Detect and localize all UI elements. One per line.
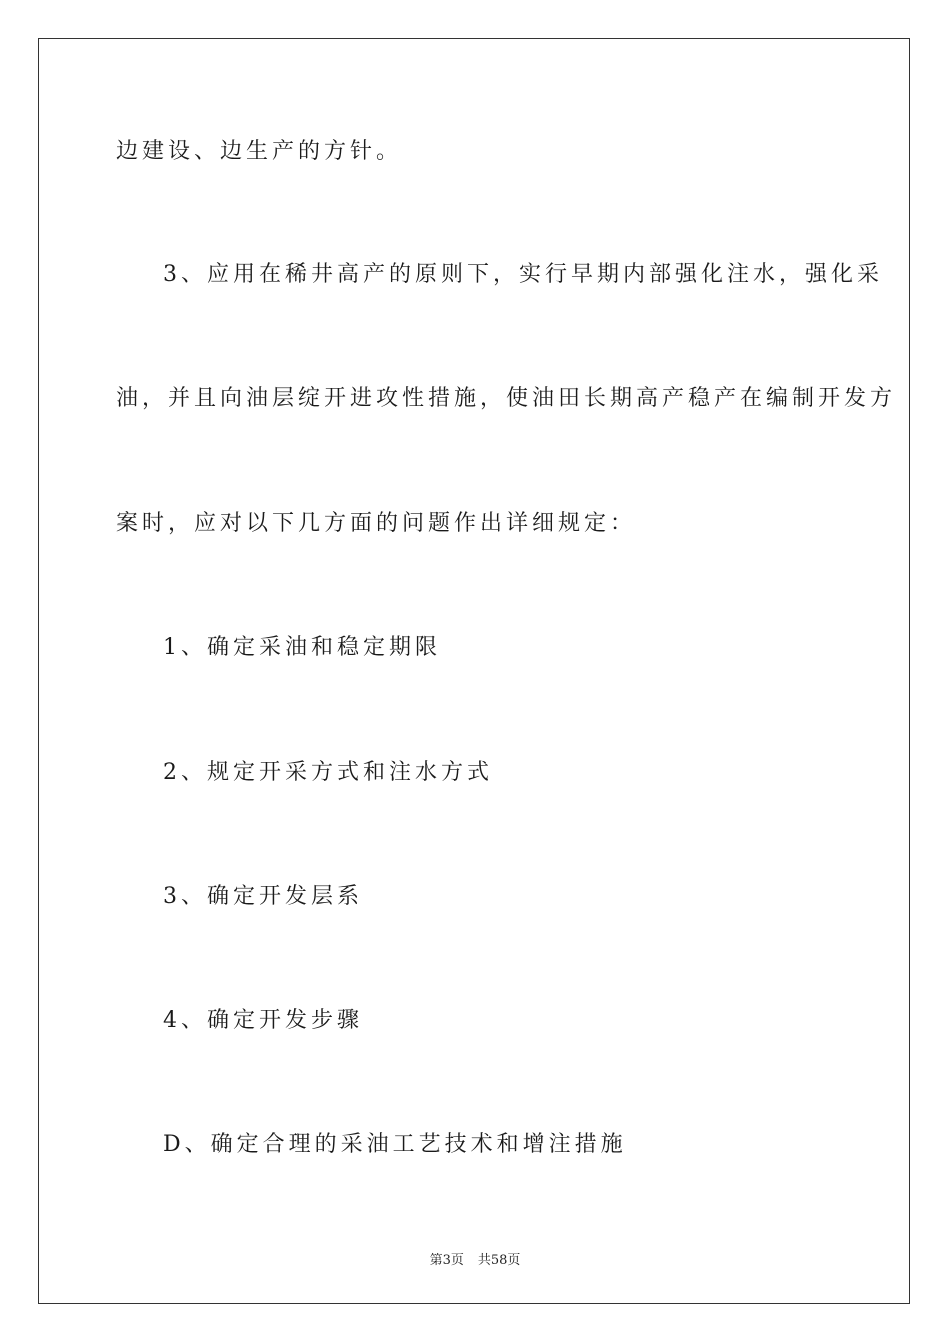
body-line-3: 油，并且向油层绽开进攻性措施，使油田长期高产稳产在编制开发方 xyxy=(116,386,897,411)
list-item-2: 2、规定开采方式和注水方式 xyxy=(163,760,493,785)
list-item-3: 3、确定开发层系 xyxy=(163,884,363,909)
page-total: 共58页 xyxy=(477,1253,521,1268)
body-line-1: 边建设、边生产的方针。 xyxy=(116,139,403,164)
list-item-4: 4、确定开发步骤 xyxy=(163,1008,363,1033)
body-line-4: 案时，应对以下几方面的问题作出详细规定： xyxy=(116,511,637,536)
list-item-5: D、确定合理的采油工艺技术和增注措施 xyxy=(163,1132,627,1157)
page-border xyxy=(38,38,910,1304)
list-item-1: 1、确定采油和稳定期限 xyxy=(163,635,441,660)
page-number: 第3页 xyxy=(429,1253,464,1268)
page-footer xyxy=(0,1249,950,1268)
body-line-2: 3、应用在稀井高产的原则下，实行早期内部强化注水，强化采 xyxy=(163,262,883,287)
